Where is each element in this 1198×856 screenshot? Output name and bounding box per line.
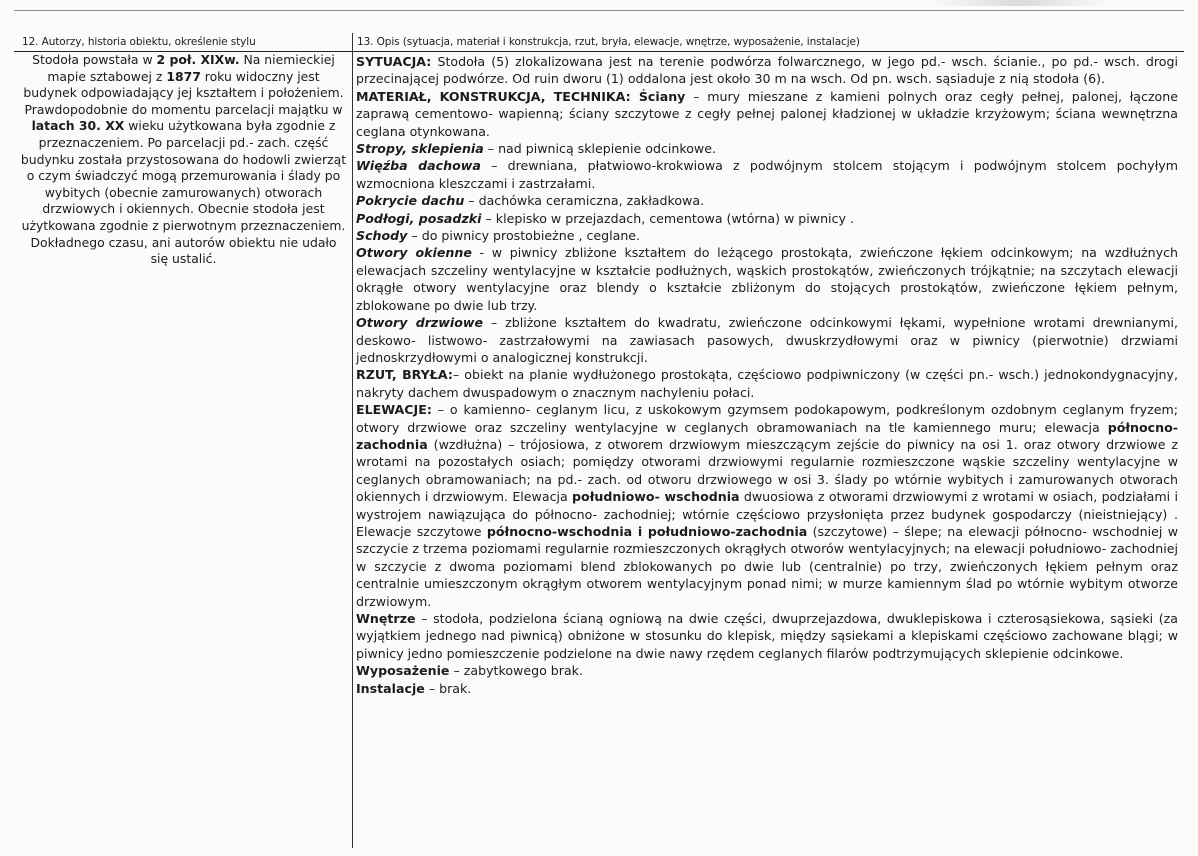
material-text: – mury mieszane z kamieni polnych oraz cegły pełnej, palonej, łączone zaprawą cementowo- wapienną; ściany szczytowe z cegły pełnej palonej kładzionej w układzie krzyżowym; ściana wewnętrzna ceglana otynkowana.: [356, 88, 1178, 139]
stropy-text: – nad piwnicą sklepienie odcinkowe.: [483, 141, 716, 157]
elevation-nw: północno-zachodnia: [356, 419, 1178, 452]
okienne-paragraph: [356, 244, 1178, 314]
top-border-line: [14, 10, 1184, 11]
material-label: MATERIAŁ, KONSTRUKCJA, TECHNIKA:: [356, 88, 631, 104]
wyposazenie-paragraph: [356, 662, 1178, 679]
walls-label: Ściany: [630, 88, 686, 104]
pokrycie-text: – dachówka ceramiczna, zakładkowa.: [464, 193, 705, 209]
stropy-paragraph: [356, 140, 1178, 157]
instalacje-paragraph: [356, 680, 1178, 697]
elevation-gables: północno-wschodnia i południowo-zachodnia: [486, 523, 808, 539]
stropy-label: Stropy, sklepienia: [356, 141, 484, 157]
schody-paragraph: [356, 227, 1178, 244]
drzwiowe-paragraph: [356, 314, 1178, 366]
column-divider: [352, 33, 353, 848]
history-parcel-date: latach 30. XX: [31, 118, 125, 134]
wyposazenie-text: – zabytkowego brak.: [449, 663, 583, 679]
pokrycie-label: Pokrycie dachu: [356, 193, 465, 209]
history-text: wieku użytkowana była zgodnie z przeznaczeniem. Po parcelacji pd.- zach. część budynku została przystosowana do hodowli zwierząt o czym świadczyć mogą przemurowania i ślady po wybitych (obecnie zamurowanych) otworach drzwiowych i okiennych. Obecnie stodoła jest użytkowana zgodnie z pierwotnym przeznaczeniem. Dokładnego czasu, ani autorów obiektu nie udało się ustalić.: [20, 118, 347, 267]
section-13-header: 13. Opis (sytuacja, materiał i konstrukcja, rzut, bryła, elewacje, wnętrze, wyposażenie, instalacje): [357, 36, 860, 48]
sytuacja-text: Stodoła (5) zlokalizowana jest na terenie podwórza folwarcznego, w jego pd.- wsch. ścianie., po pd.- wsch. drogi przecinającej podwórze. Od ruin dworu (1) oddalona jest około 30 m na wsch. Od pn. wsch. sąsiaduje z nią stodoła (6).: [356, 54, 1178, 87]
schody-label: Schody: [356, 228, 408, 244]
material-paragraph: [356, 88, 1178, 140]
description-column: [356, 53, 1178, 697]
elewacje-paragraph: [356, 401, 1178, 610]
wiezba-text: – drewniana, płatwiowo-krokwiowa z podwójnym stolcem stojącym i podwójnym stolcem pochyłym wzmocniona kleszczami i zastrzałami.: [356, 158, 1178, 191]
scan-artifact: [930, 0, 1110, 6]
podlogi-paragraph: [356, 210, 1178, 227]
elewacje-text: (wzdłużna) – trójosiowa, z otworem drzwiowym mieszczącym zejście do piwnicy na osi 1. oraz otwory drzwiowe z wrotami na pozostałych osiach; pomiędzy otworami drzwiowymi regularnie rozmieszczone wąskie szczeliny wentylacyjne w ceglanych obramowaniach; na pd.- zach. od otworu drzwiowego w osi 3. ślady po wtórnie wybitych i zamurowanych otworach okiennych i drzwiowym. Elewacja: [356, 436, 1178, 505]
drzwiowe-text: – zbliżone kształtem do kwadratu, zwieńczone odcinkowymi łękami, wypełnione wrotami drewnianymi, deskowo- listwowo- zastrzałowymi na zawiasach pasowych, dwuskrzydłowymi oraz w piwnicy (pierwotnie) drzwiami jednoskrzydłowymi o analogicznej konstrukcji.: [356, 315, 1178, 365]
rzut-label: RZUT, BRYŁA:: [356, 367, 453, 383]
podlogi-label: Podłogi, posadzki: [356, 210, 482, 226]
elewacje-text: (szczytowe) – ślepe; na elewacji północno- wschodniej w szczycie z trzema poziomami regularnie rozmieszczonych okrągłych otworów wentylacyjnych; na elewacji południowo- zachodniej w szczycie z dwoma poziomami blend zblokowanych po dwie lub (centralnie) po trzy, zwieńczonych łękiem pełnym oraz centralnie umieszczonym okrągłym otworem wentylacyjnym ponad nimi; w murze kamiennym ślad po wtórnie wybitym otworze drzwiowym.: [356, 523, 1179, 609]
rzut-text: – obiekt na planie wydłużonego prostokąta, częściowo podpiwniczony (w części pn.- wsch.) jednokondygnacyjny, nakryty dachem dwuspadowym o znacznym nachyleniu połaci.: [356, 367, 1178, 400]
sytuacja-label: SYTUACJA:: [356, 54, 432, 69]
drzwiowe-label: Otwory drzwiowe: [356, 315, 484, 331]
elewacje-label: ELEWACJE:: [356, 402, 432, 418]
rzut-paragraph: [356, 366, 1178, 401]
okienne-label: Otwory okienne: [356, 245, 472, 261]
history-map-year: 1877: [166, 68, 201, 84]
sytuacja-paragraph: [356, 53, 1178, 88]
okienne-text: - w piwnicy zbliżone kształtem do leżącego prostokąta, zwieńczone łękiem odcinkowym; na wzdłużnych elewacjach szczeliny wentylacyjne w kształcie podłużnych, wąskich prostokątów, zwieńczonych trójkątnie; na szczytach elewacji okrągłe otwory wentylacyjne oraz blendy o kształcie zbliżonym do stojących prostokątów, zwieńczone łękiem pełnym, zblokowane po dwie lub trzy.: [356, 245, 1179, 313]
history-text: Stodoła powstała w: [32, 52, 157, 67]
history-date: 2 poł. XIXw.: [156, 52, 240, 67]
pokrycie-paragraph: [356, 192, 1178, 209]
history-text: Na niemieckiej mapie sztabowej z: [47, 52, 335, 84]
wnetrze-text: – stodoła, podzielona ścianą ogniową na dwie części, dwuprzejazdowa, dwuklepiskowa i czterosąsiekowa, sąsieki (za wyjątkiem jednego nad piwnicą) obniżone w stosunku do klepisk, między sąsiekami a klepiskami częściowo zachowane blągi; w piwnicy jedno pomieszczenie podzielone na dwie nawy rzędem ceglanych filarów podtrzymujących sklepienie odcinkowe.: [356, 611, 1178, 661]
instalacje-text: – brak.: [424, 680, 472, 696]
instalacje-label: Instalacje: [356, 680, 425, 696]
section-header-row: [14, 33, 1184, 52]
section-12-header: 12. Autorzy, historia obiektu, określenie stylu: [22, 36, 256, 48]
wnetrze-paragraph: [356, 610, 1178, 662]
elewacje-text: – o kamienno- ceglanym licu, z uskokowym gzymsem podokapowym, podkreślonym ozdobnym ceglanym fryzem; otwory drzwiowe oraz szczeliny wentylacyjne w ceglanych obramowaniach na tle kamiennego muru; elewacja: [356, 402, 1178, 435]
wiezba-paragraph: [356, 157, 1178, 192]
schody-text: – do piwnicy prostobieżne , ceglane.: [407, 228, 641, 244]
elewacje-text: dwuosiowa z otworami drzwiowymi z wrotami w osiach, podziałami i wystrojem nawiązująca do północno- zachodniej; wtórnie częściowo przysłonięta przez budynek gospodarczy (nieistniejący) . Elewacje szczytowe: [356, 489, 1178, 539]
wiezba-label: Więźba dachowa: [356, 158, 481, 174]
record-form: [14, 33, 1184, 848]
wnetrze-label: Wnętrze: [356, 611, 416, 626]
wyposazenie-label: Wyposażenie: [356, 663, 450, 679]
history-column: [20, 52, 347, 268]
podlogi-text: – klepisko w przejazdach, cementowa (wtórna) w piwnicy .: [481, 210, 854, 226]
elevation-se: południowo- wschodnia: [572, 489, 740, 505]
history-text: roku widoczny jest budynek odpowiadający jej kształtem i położeniem. Prawdopodobnie do momentu parcelacji majątku w: [23, 68, 344, 117]
